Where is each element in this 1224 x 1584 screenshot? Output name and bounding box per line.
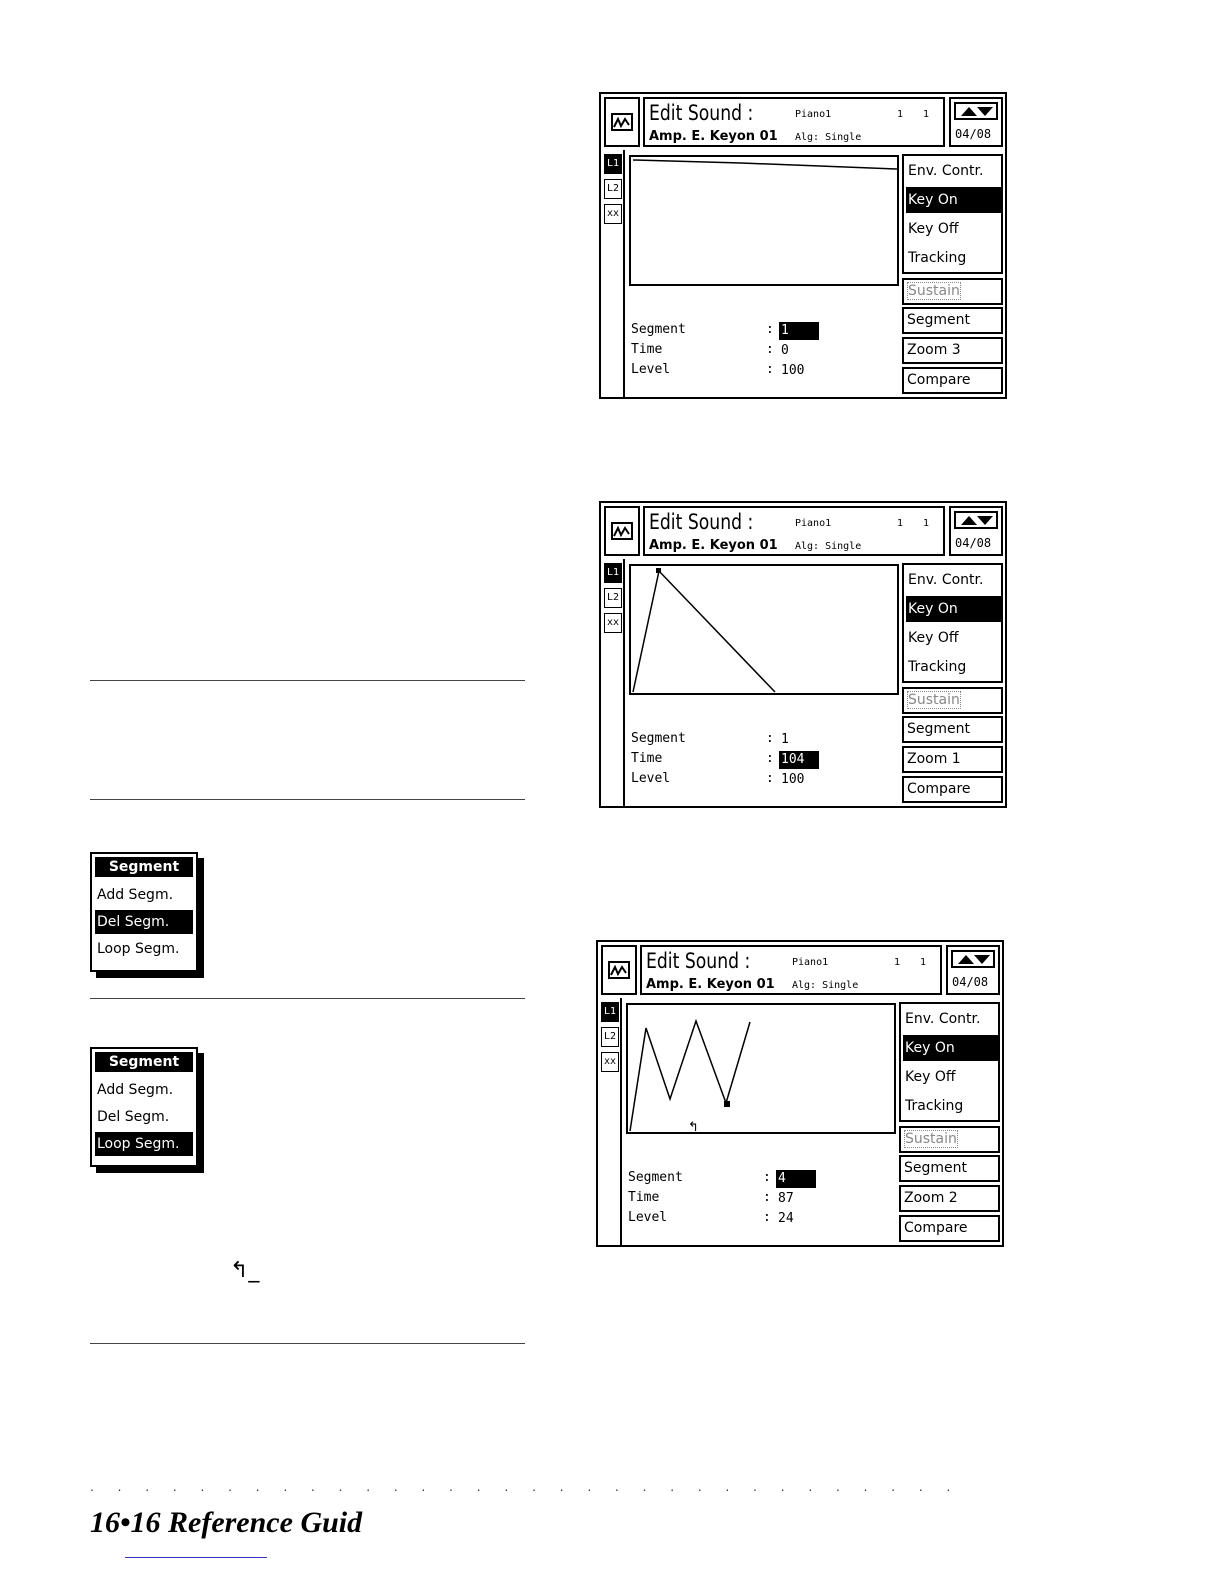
envelope-graph[interactable] xyxy=(629,155,899,286)
loop-marker: ↰_ xyxy=(688,1120,706,1135)
segment-button[interactable]: Segment xyxy=(902,307,1003,334)
popup-del-segm[interactable]: Del Segm. xyxy=(95,910,193,934)
tab-l2[interactable]: L2 xyxy=(604,179,622,199)
segment-value[interactable]: 1 xyxy=(779,322,819,340)
level-label: Level xyxy=(631,362,671,377)
zoom-button[interactable]: Zoom 1 xyxy=(902,746,1003,773)
colon: : xyxy=(766,751,774,766)
segment-button[interactable]: Segment xyxy=(899,1155,1000,1182)
popup-title: Segment xyxy=(95,857,193,877)
algorithm-label: Alg: Single xyxy=(795,541,862,552)
menu-env-contr[interactable]: Env. Contr. xyxy=(908,163,984,179)
level-label: Level xyxy=(631,771,671,786)
tab-l2[interactable]: L2 xyxy=(601,1027,619,1047)
level-value[interactable]: 100 xyxy=(781,772,805,787)
tab-l2[interactable]: L2 xyxy=(604,588,622,608)
page-indicator: 04/08 xyxy=(952,975,989,989)
zoom-button[interactable]: Zoom 3 xyxy=(902,337,1003,364)
footer-underline xyxy=(125,1557,267,1558)
segment-label: Segment xyxy=(631,322,686,337)
screen-title: Edit Sound : xyxy=(649,510,754,534)
number-2: 1 xyxy=(923,109,930,120)
envelope-line xyxy=(633,571,775,692)
envelope-icon[interactable] xyxy=(604,97,640,147)
popup-del-segm[interactable]: Del Segm. xyxy=(97,1109,170,1125)
algorithm-label: Alg: Single xyxy=(792,980,859,991)
segment-popup-loop xyxy=(90,1047,198,1167)
compare-button[interactable]: Compare xyxy=(902,776,1003,803)
page-indicator: 04/08 xyxy=(955,127,992,141)
screen-title: Edit Sound : xyxy=(649,101,754,125)
time-label: Time xyxy=(628,1190,660,1205)
menu-key-off[interactable]: Key Off xyxy=(908,630,959,646)
popup-loop-segm[interactable]: Loop Segm. xyxy=(95,1132,193,1156)
time-label: Time xyxy=(631,751,663,766)
up-down-arrows-icon[interactable] xyxy=(951,950,995,968)
envelope-graph[interactable] xyxy=(629,564,899,695)
segment-marker xyxy=(656,568,661,573)
tab-l1[interactable]: L1 xyxy=(604,563,622,583)
colon: : xyxy=(766,731,774,746)
time-value[interactable]: 87 xyxy=(778,1191,794,1206)
algorithm-label: Alg: Single xyxy=(795,132,862,143)
tab-l1[interactable]: L1 xyxy=(601,1002,619,1022)
tab-l1[interactable]: L1 xyxy=(604,154,622,174)
edit-sound-screen-3 xyxy=(596,940,1004,1247)
number-1: 1 xyxy=(894,957,901,968)
divider xyxy=(90,799,525,800)
menu-env-contr[interactable]: Env. Contr. xyxy=(905,1011,981,1027)
number-1: 1 xyxy=(897,518,904,529)
menu-tracking[interactable]: Tracking xyxy=(905,1098,964,1114)
menu-env-contr[interactable]: Env. Contr. xyxy=(908,572,984,588)
tab-xx[interactable]: xx xyxy=(604,613,622,633)
number-1: 1 xyxy=(897,109,904,120)
menu-key-on[interactable]: Key On xyxy=(906,187,1001,213)
popup-add-segm[interactable]: Add Segm. xyxy=(97,887,174,903)
sustain-button[interactable]: Sustain xyxy=(899,1126,1000,1153)
tab-xx[interactable]: xx xyxy=(604,204,622,224)
menu-key-on[interactable]: Key On xyxy=(906,596,1001,622)
time-label: Time xyxy=(631,342,663,357)
layer-tabs xyxy=(601,559,625,806)
compare-button[interactable]: Compare xyxy=(899,1215,1000,1242)
screen-header xyxy=(640,945,942,995)
compare-button[interactable]: Compare xyxy=(902,367,1003,394)
menu-key-off[interactable]: Key Off xyxy=(908,221,959,237)
number-2: 1 xyxy=(920,957,927,968)
popup-title: Segment xyxy=(95,1052,193,1072)
segment-label: Segment xyxy=(631,731,686,746)
menu-key-off[interactable]: Key Off xyxy=(905,1069,956,1085)
sound-name: Piano1 xyxy=(792,957,829,968)
segment-value[interactable]: 4 xyxy=(776,1170,816,1188)
colon: : xyxy=(763,1170,771,1185)
colon: : xyxy=(763,1210,771,1225)
screen-header xyxy=(643,506,945,556)
level-value[interactable]: 100 xyxy=(781,363,805,378)
colon: : xyxy=(766,322,774,337)
screen-header xyxy=(643,97,945,147)
edit-sound-screen-2 xyxy=(599,501,1007,808)
screen-title: Edit Sound : xyxy=(646,949,751,973)
colon: : xyxy=(763,1190,771,1205)
segment-label: Segment xyxy=(628,1170,683,1185)
page-nav[interactable] xyxy=(949,97,1003,147)
menu-key-on[interactable]: Key On xyxy=(903,1035,998,1061)
footer-dots: . . . . . . . . . . . . . . . . . . . . . . . . . . . . . . . . xyxy=(90,1480,961,1494)
menu-tracking[interactable]: Tracking xyxy=(908,250,967,266)
up-down-arrows-icon[interactable] xyxy=(954,102,998,120)
envelope-line xyxy=(630,1021,750,1131)
time-value[interactable]: 0 xyxy=(781,343,789,358)
colon: : xyxy=(766,362,774,377)
page-footer: 16•16 Reference Guid xyxy=(90,1506,363,1539)
screen-subtitle: Amp. E. Keyon 01 xyxy=(649,129,778,144)
edit-sound-screen-1 xyxy=(599,92,1007,399)
divider xyxy=(90,998,525,999)
up-down-arrows-icon[interactable] xyxy=(954,511,998,529)
segment-popup-del xyxy=(90,852,198,972)
number-2: 1 xyxy=(923,518,930,529)
sustain-button[interactable]: Sustain xyxy=(902,687,1003,714)
tab-xx[interactable]: xx xyxy=(601,1052,619,1072)
envelope-icon[interactable] xyxy=(601,945,637,995)
colon: : xyxy=(766,342,774,357)
popup-add-segm[interactable]: Add Segm. xyxy=(97,1082,174,1098)
layer-tabs xyxy=(598,998,622,1245)
segment-value[interactable]: 1 xyxy=(781,732,789,747)
segment-button[interactable]: Segment xyxy=(902,716,1003,743)
envelope-menu xyxy=(902,154,1003,274)
menu-tracking[interactable]: Tracking xyxy=(908,659,967,675)
screen-subtitle: Amp. E. Keyon 01 xyxy=(646,977,775,992)
envelope-line xyxy=(633,160,897,169)
layer-tabs xyxy=(601,150,625,397)
page-nav[interactable] xyxy=(949,506,1003,556)
envelope-menu xyxy=(899,1002,1000,1122)
screen-subtitle: Amp. E. Keyon 01 xyxy=(649,538,778,553)
divider xyxy=(90,680,525,681)
loop-symbol: ↰_ xyxy=(230,1258,260,1283)
colon: : xyxy=(766,771,774,786)
divider xyxy=(90,1343,525,1344)
envelope-icon[interactable] xyxy=(604,506,640,556)
sound-name: Piano1 xyxy=(795,518,832,529)
page-nav[interactable] xyxy=(946,945,1000,995)
time-value[interactable]: 104 xyxy=(779,751,819,769)
envelope-graph[interactable] xyxy=(626,1003,896,1134)
level-label: Level xyxy=(628,1210,668,1225)
sustain-button[interactable]: Sustain xyxy=(902,278,1003,305)
segment-marker xyxy=(724,1101,730,1107)
zoom-button[interactable]: Zoom 2 xyxy=(899,1185,1000,1212)
level-value[interactable]: 24 xyxy=(778,1211,794,1226)
page-indicator: 04/08 xyxy=(955,536,992,550)
popup-loop-segm[interactable]: Loop Segm. xyxy=(97,941,180,957)
sound-name: Piano1 xyxy=(795,109,832,120)
envelope-menu xyxy=(902,563,1003,683)
